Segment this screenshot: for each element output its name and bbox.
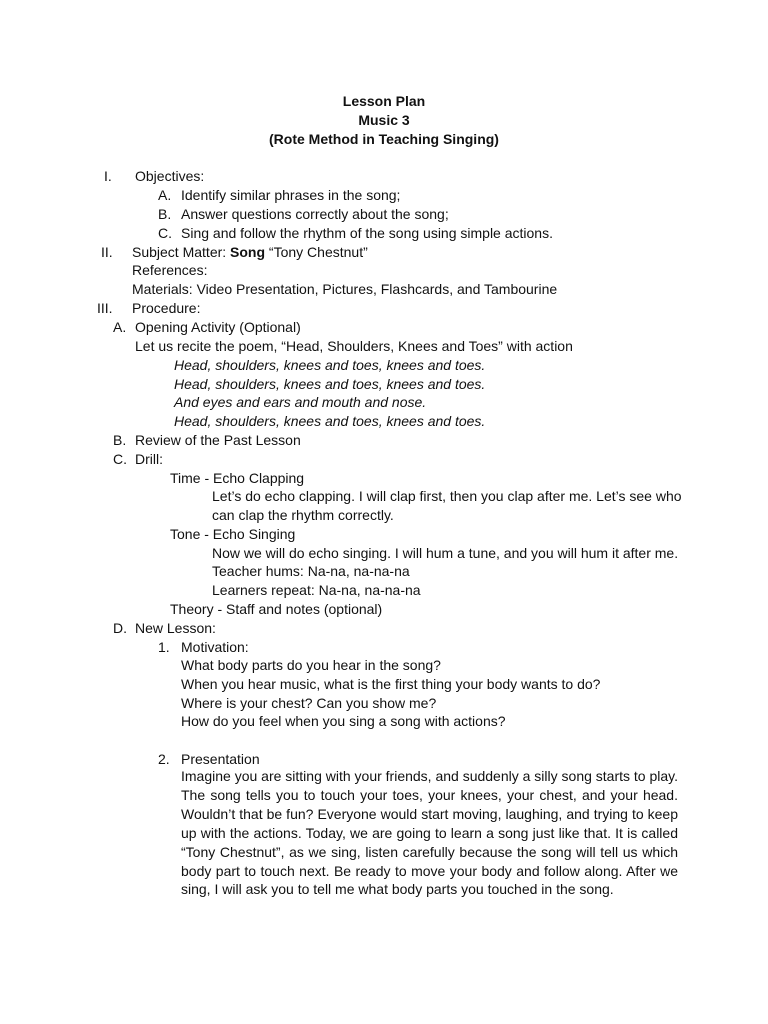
section-1-label: Objectives: xyxy=(135,168,205,184)
presentation-paragraph: Imagine you are sitting with your friends, and suddenly a silly song starts to play. The song tells you to touch your toes, your knees, your chest, and your head. Wouldn’t that be fun? Everyone would start moving, laughing, and trying to keep up with the actions. Today, we are going to learn a song just like that. It is called “Tony Chestnut”, as we sing, listen carefully because the song will tell us which body part to touch next. Be ready to move your body and follow along. After we sing, I will ask you to tell me what body parts you touched in the song. xyxy=(181,768,678,898)
poem-line-2: Head, shoulders, knees and toes, knees and toes. xyxy=(174,376,486,392)
motivation-question-1: What body parts do you hear in the song? xyxy=(181,657,441,673)
motivation-question-4: How do you feel when you sing a song with actions? xyxy=(181,713,506,729)
opening-activity-intro: Let us recite the poem, “Head, Shoulders, Knees and Toes” with action xyxy=(135,338,573,354)
procedure-b-letter: B. xyxy=(113,432,127,448)
poem-line-1: Head, shoulders, knees and toes, knees and toes. xyxy=(174,357,486,373)
document-method: (Rote Method in Teaching Singing) xyxy=(269,131,499,147)
section-1-number: I. xyxy=(104,168,112,184)
drill-theory-label: Theory - Staff and notes (optional) xyxy=(170,601,383,617)
subject-matter-bold: Song xyxy=(230,244,266,260)
review-label: Review of the Past Lesson xyxy=(135,432,301,448)
drill-time-text-1: Let’s do echo clapping. I will clap first, then you clap after me. Let’s see who xyxy=(212,488,682,504)
document-subject: Music 3 xyxy=(358,112,410,128)
motivation-question-2: When you hear music, what is the first thing your body wants to do? xyxy=(181,676,601,692)
new-lesson-label: New Lesson: xyxy=(135,620,216,636)
presentation-label: Presentation xyxy=(181,751,260,767)
poem-line-4: Head, shoulders, knees and toes, knees and toes. xyxy=(174,413,486,429)
objective-c-text: Sing and follow the rhythm of the song using simple actions. xyxy=(181,225,553,241)
subject-matter-line xyxy=(132,243,368,262)
section-3-number: III. xyxy=(97,300,113,316)
procedure-a-letter: A. xyxy=(113,319,127,335)
drill-tone-label: Tone - Echo Singing xyxy=(170,526,296,542)
song-title: “Tony Chestnut” xyxy=(265,244,368,260)
objective-b-text: Answer questions correctly about the song; xyxy=(181,206,449,222)
drill-tone-text-2: Teacher hums: Na-na, na-na-na xyxy=(212,563,410,579)
drill-tone-text-1: Now we will do echo singing. I will hum a tune, and you will hum it after me. xyxy=(212,545,679,561)
drill-time-label: Time - Echo Clapping xyxy=(170,470,305,486)
materials-line: Materials: Video Presentation, Pictures, Flashcards, and Tambourine xyxy=(132,281,558,297)
procedure-d-letter: D. xyxy=(113,620,127,636)
objective-a-text: Identify similar phrases in the song; xyxy=(181,187,401,203)
motivation-label: Motivation: xyxy=(181,639,249,655)
document-title: Lesson Plan xyxy=(342,93,426,109)
subject-matter-prefix: Subject Matter: xyxy=(132,244,231,260)
objective-a-letter: A. xyxy=(158,187,172,203)
motivation-number: 1. xyxy=(158,639,170,655)
motivation-question-3: Where is your chest? Can you show me? xyxy=(181,695,437,711)
opening-activity-label: Opening Activity (Optional) xyxy=(135,319,301,335)
objective-b-letter: B. xyxy=(158,206,172,222)
poem-line-3: And eyes and ears and mouth and nose. xyxy=(174,394,427,410)
section-2-number: II. xyxy=(101,244,113,260)
presentation-number: 2. xyxy=(158,751,170,767)
drill-tone-text-3: Learners repeat: Na-na, na-na-na xyxy=(212,582,421,598)
section-3-label: Procedure: xyxy=(132,300,201,316)
objective-c-letter: C. xyxy=(158,225,172,241)
procedure-c-letter: C. xyxy=(113,451,127,467)
drill-label: Drill: xyxy=(135,451,163,467)
references-label: References: xyxy=(132,262,208,278)
drill-time-text-2: can clap the rhythm correctly. xyxy=(212,507,394,523)
